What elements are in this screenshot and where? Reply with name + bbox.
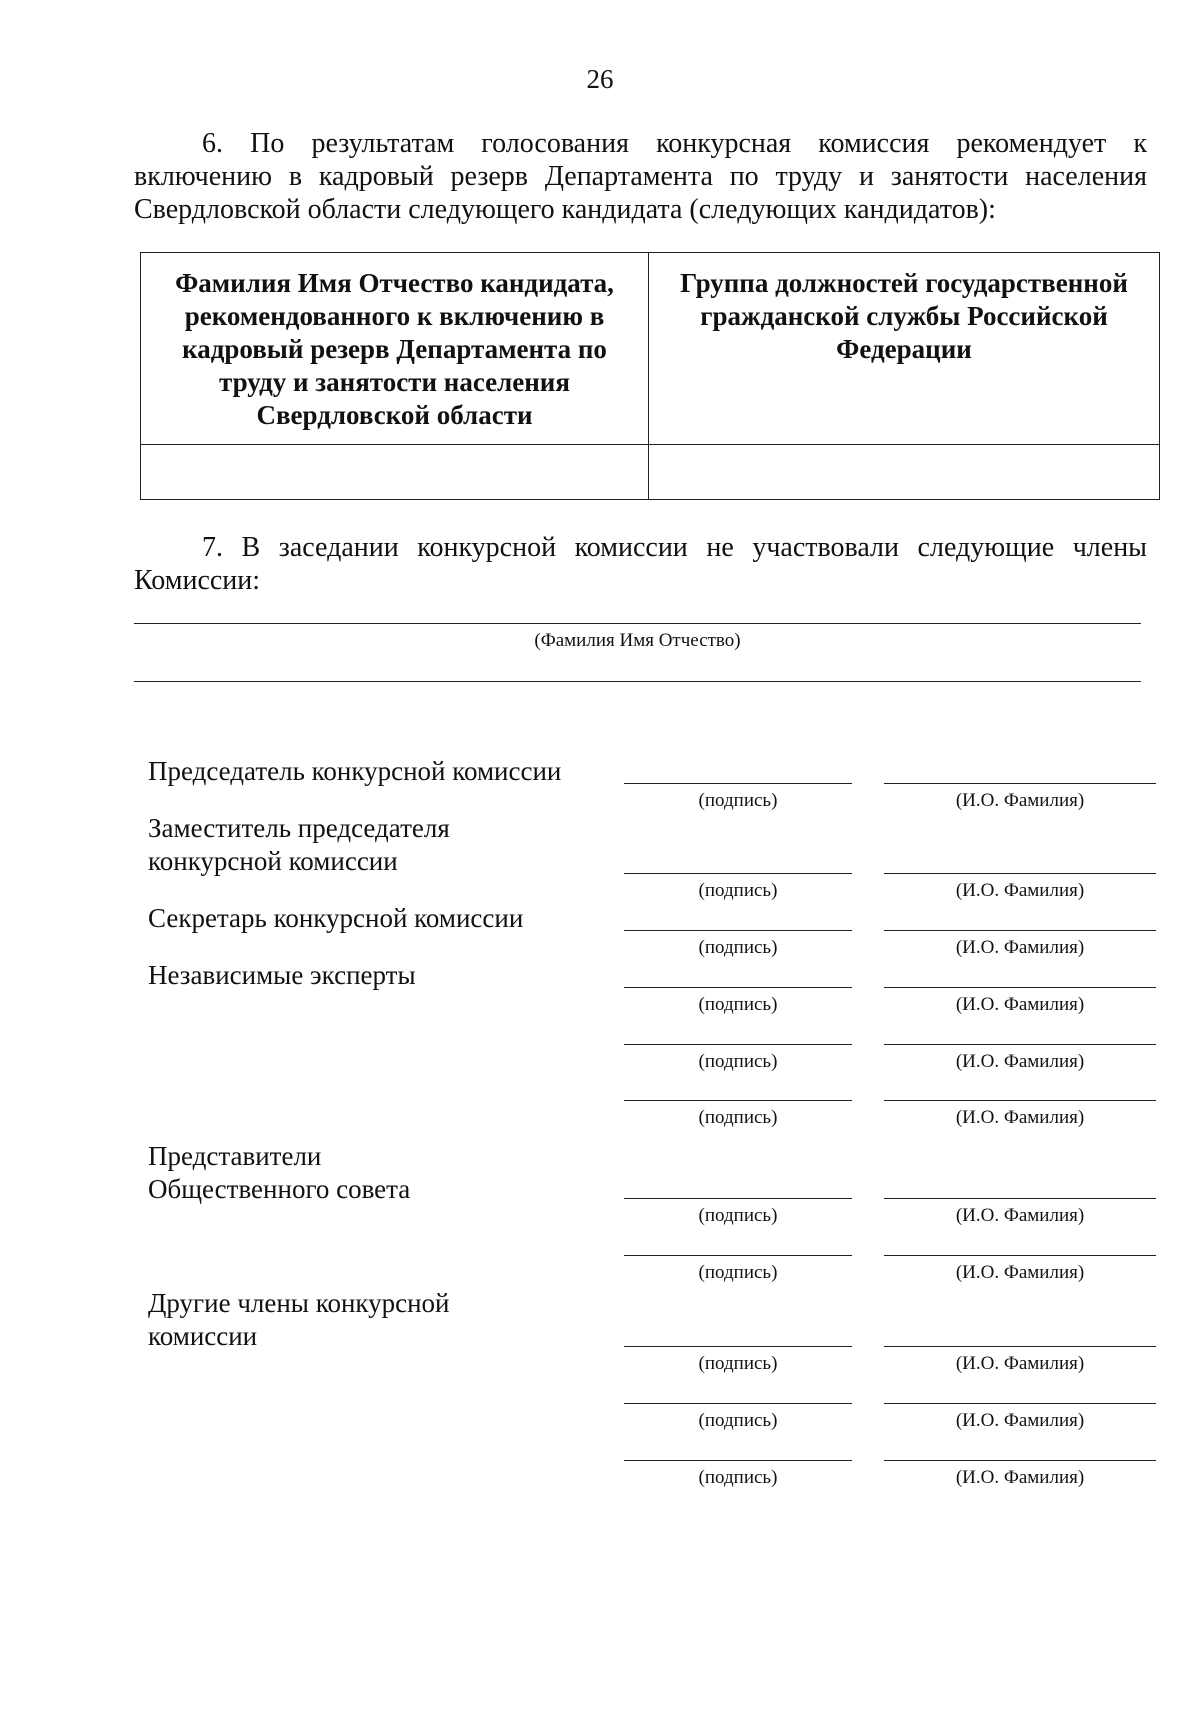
name-caption: (И.О. Фамилия) [955,1410,1085,1431]
header-candidate-name: Фамилия Имя Отчество кандидата, рекомендованного к включению в кадровый резерв Департамента по труду и занятости населения Свердловской области [141,253,649,445]
signature-line[interactable] [624,1460,852,1461]
section-7-paragraph [134,531,1147,597]
name-line[interactable] [884,1100,1156,1101]
signature-caption: (подпись) [698,937,778,958]
name-line[interactable] [884,1044,1156,1045]
signature-line[interactable] [624,1100,852,1101]
name-line[interactable] [884,987,1156,988]
name-line[interactable] [884,1198,1156,1199]
candidates-table [140,252,1160,500]
name-caption: (И.О. Фамилия) [955,1467,1085,1488]
name-line[interactable] [884,1346,1156,1347]
signature-caption: (подпись) [698,880,778,901]
section-6-paragraph [134,127,1147,226]
name-caption: (И.О. Фамилия) [955,1353,1085,1374]
role-secretary: Секретарь конкурсной комиссии [148,903,524,933]
role-public-council: Представители Общественного совета [148,1141,411,1204]
signature-line[interactable] [624,1198,852,1199]
role-independent-experts: Независимые эксперты [148,960,416,990]
name-line[interactable] [884,873,1156,874]
signature-line[interactable] [624,783,852,784]
signature-caption: (подпись) [698,1262,778,1283]
role-chairman: Председатель конкурсной комиссии [148,756,562,786]
signature-line[interactable] [624,930,852,931]
absent-member-line-1[interactable] [134,623,1141,624]
name-caption: (И.О. Фамилия) [955,1107,1085,1128]
section-6-text: 6. По результатам голосования конкурсная комиссия рекомендует к включению в кадровый резерв Департамента по труду и занятости населения Свердловской области следующего кандидата (следующих кандидатов): [134,128,1147,225]
role-deputy-chairman: Заместитель председателя конкурсной комиссии [148,813,450,876]
signature-line[interactable] [624,1255,852,1256]
signature-caption: (подпись) [698,1107,778,1128]
name-caption: (И.О. Фамилия) [955,790,1085,811]
signature-caption: (подпись) [698,1051,778,1072]
name-caption: (И.О. Фамилия) [955,1262,1085,1283]
signature-line[interactable] [624,1346,852,1347]
signature-line[interactable] [624,1403,852,1404]
role-other-members: Другие члены конкурсной комиссии [148,1288,450,1351]
signature-caption: (подпись) [698,1467,778,1488]
absent-member-line-2[interactable] [134,681,1141,682]
signature-line[interactable] [624,987,852,988]
cell-candidate-name[interactable] [141,445,649,500]
name-line[interactable] [884,1460,1156,1461]
table-row [141,445,1160,500]
header-position-group: Группа должностей государственной гражданской службы Российской Федерации [649,253,1160,445]
signature-caption: (подпись) [698,1410,778,1431]
signature-caption: (подпись) [698,994,778,1015]
signature-caption: (подпись) [698,1353,778,1374]
name-caption: (И.О. Фамилия) [955,880,1085,901]
name-caption: (И.О. Фамилия) [955,994,1085,1015]
signature-caption: (подпись) [698,790,778,811]
name-line[interactable] [884,1255,1156,1256]
name-caption: (И.О. Фамилия) [955,937,1085,958]
name-line[interactable] [884,930,1156,931]
absent-member-caption: (Фамилия Имя Отчество) [534,630,741,651]
table-header-row [141,253,1160,445]
name-caption: (И.О. Фамилия) [955,1051,1085,1072]
name-caption: (И.О. Фамилия) [955,1205,1085,1226]
name-line[interactable] [884,783,1156,784]
page-number: 26 [586,64,614,94]
cell-position-group[interactable] [649,445,1160,500]
section-7-text: 7. В заседании конкурсной комиссии не участвовали следующие члены Комиссии: [134,532,1147,596]
signature-caption: (подпись) [698,1205,778,1226]
signature-line[interactable] [624,873,852,874]
name-line[interactable] [884,1403,1156,1404]
signature-line[interactable] [624,1044,852,1045]
